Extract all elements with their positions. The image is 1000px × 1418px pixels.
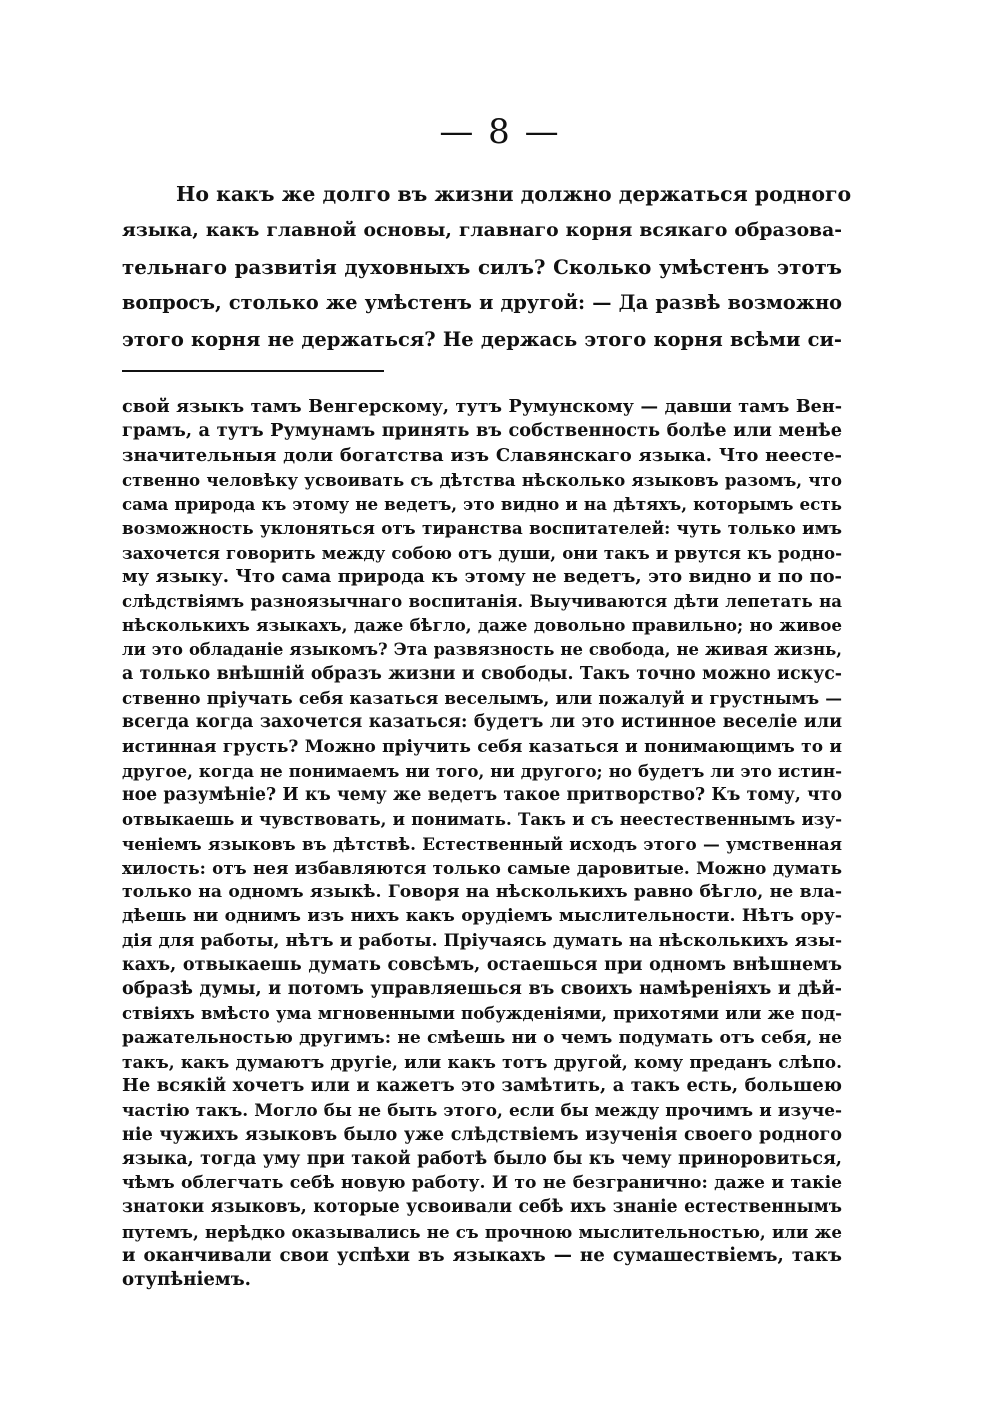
- main-text-line: языка, какъ главной основы, главнаго корня всякаго образова-: [122, 219, 842, 242]
- footnote-line: му языку. Что сама природа къ этому не ведетъ, это видно и по по-: [122, 565, 842, 587]
- footnote-line: всегда когда захочется казаться: будетъ ли это истинное веселіе или: [122, 712, 842, 733]
- footnote-line: захочется говорить между собою отъ души, они такъ и рвутся къ родно-: [122, 542, 842, 563]
- footnote-line: сама природа къ этому не ведетъ, это видно и на дѣтяхъ, которымъ есть: [122, 494, 842, 514]
- footnote-line: отвыкаешь и чувствовать, и понимать. Такъ и съ неестественнымъ изу-: [122, 809, 842, 830]
- footnote-line: дія для работы, нѣтъ и работы. Пріучаясь думать на нѣсколькихъ язы-: [122, 930, 842, 951]
- footnote-line: хилость: отъ нея избавляются только самые даровитые. Можно думать: [122, 857, 842, 878]
- footnote-line: кахъ, отвыкаешь думать совсѣмъ, остаешься при одномъ внѣшнемъ: [122, 953, 842, 975]
- main-text-line: вопросъ, столько же умѣстенъ и другой: — Да развѣ возможно: [122, 291, 842, 315]
- footnote-line: возможность уклоняться отъ тиранства воспитателей: чуть только имъ: [122, 518, 842, 539]
- footnote-line: дѣешь ни однимъ изъ нихъ какъ орудіемъ мыслительности. Нѣтъ ору-: [122, 906, 842, 927]
- footnote-line: ли это обладаніе языкомъ? Эта развязность не свобода, не живая жизнь,: [122, 639, 842, 659]
- main-text-line: этого корня не держаться? Не держась этого корня всѣми си-: [122, 327, 842, 351]
- footnote-line: путемъ, нерѣдко оказывались не съ прочною мыслительностью, или же: [122, 1221, 842, 1242]
- footnote-line: такъ, какъ думаютъ другіе, или какъ тотъ другой, кому преданъ слѣпо.: [122, 1051, 842, 1072]
- footnote-line: ражательностью другимъ: не смѣешь ни о чемъ подумать отъ себя, не: [122, 1027, 842, 1048]
- footnote-line: только на одномъ языкѣ. Говоря на нѣсколькихъ равно бѣгло, не вла-: [122, 882, 842, 902]
- footnote: [122, 395, 842, 1292]
- page-number: — 8 —: [439, 112, 561, 152]
- footnote-line: языка, тогда уму при такой работѣ было бы къ чему приноровиться,: [122, 1148, 842, 1169]
- main-paragraph: [122, 176, 852, 358]
- footnote-line: ствіяхъ вмѣсто ума мгновенными побужденіями, прихотями или же под-: [122, 1003, 842, 1024]
- footnote-line: истинная грусть? Можно пріучить себя казаться и понимающимъ то и: [122, 736, 842, 757]
- footnote-divider: [122, 370, 384, 372]
- footnote-line: Не всякій хочетъ или и кажетъ это замѣтить, а такъ есть, большею: [122, 1075, 842, 1096]
- footnote-line: знатоки языковъ, которые усвоивали себѣ ихъ знаніе естественнымъ: [122, 1197, 842, 1218]
- footnote-line: ченіемъ языковъ въ дѣтствѣ. Естественный исходъ этого — умственная: [122, 833, 842, 854]
- footnote-line: ственно пріучать себя казаться веселымъ, или пожалуй и грустнымъ —: [122, 688, 842, 708]
- main-text-line: тельнаго развитія духовныхъ силъ? Сколько умѣстенъ этотъ: [122, 254, 842, 279]
- footnote-line: а только внѣшній образъ жизни и свободы. Такъ точно можно искус-: [122, 663, 842, 684]
- footnote-line: значительныя доли богатства изъ Славянскаго языка. Что неесте-: [122, 444, 842, 466]
- footnote-line: ніе чужихъ языковъ было уже слѣдствіемъ изученія своего родного: [122, 1123, 842, 1145]
- footnote-line: нѣсколькихъ языкахъ, даже бѣгло, даже довольно правильно; но живое: [122, 615, 842, 636]
- footnote-line: грамъ, а тутъ Румунамъ принять въ собственность болѣе или менѣе: [122, 420, 842, 442]
- footnote-line: чѣмъ облегчать себѣ новую работу. И то не безгранично: даже и такіе: [122, 1173, 842, 1193]
- footnote-line: образѣ думы, и потомъ управляешься въ своихъ намѣреніяхъ и дѣй-: [122, 978, 842, 999]
- footnote-line: частію такъ. Могло бы не быть этого, если бы между прочимъ и изуче-: [122, 1100, 842, 1121]
- footnote-line: свой языкъ тамъ Венгерскому, тутъ Румунскому — давши тамъ Вен-: [122, 397, 842, 417]
- footnote-line: ственно человѣку усвоивать съ дѣтства нѣсколько языковъ разомъ, что: [122, 469, 842, 490]
- footnote-line: другое, когда не понимаемъ ни того, ни другого; но будетъ ли это истин-: [122, 760, 842, 781]
- footnote-line: ное разумѣніе? И къ чему же ведетъ такое притворство? Къ тому, что: [122, 785, 842, 805]
- footnote-line: слѣдствіямъ разноязычнаго воспитанія. Выучиваются дѣти лепетать на: [122, 591, 842, 611]
- footnote-line: отупѣніемъ.: [122, 1269, 252, 1290]
- footnote-line: и оканчивали свои успѣхи въ языкахъ — не сумашествіемъ, такъ: [122, 1244, 842, 1266]
- main-text-line: Но какъ же долго въ жизни должно держаться родного: [176, 182, 852, 206]
